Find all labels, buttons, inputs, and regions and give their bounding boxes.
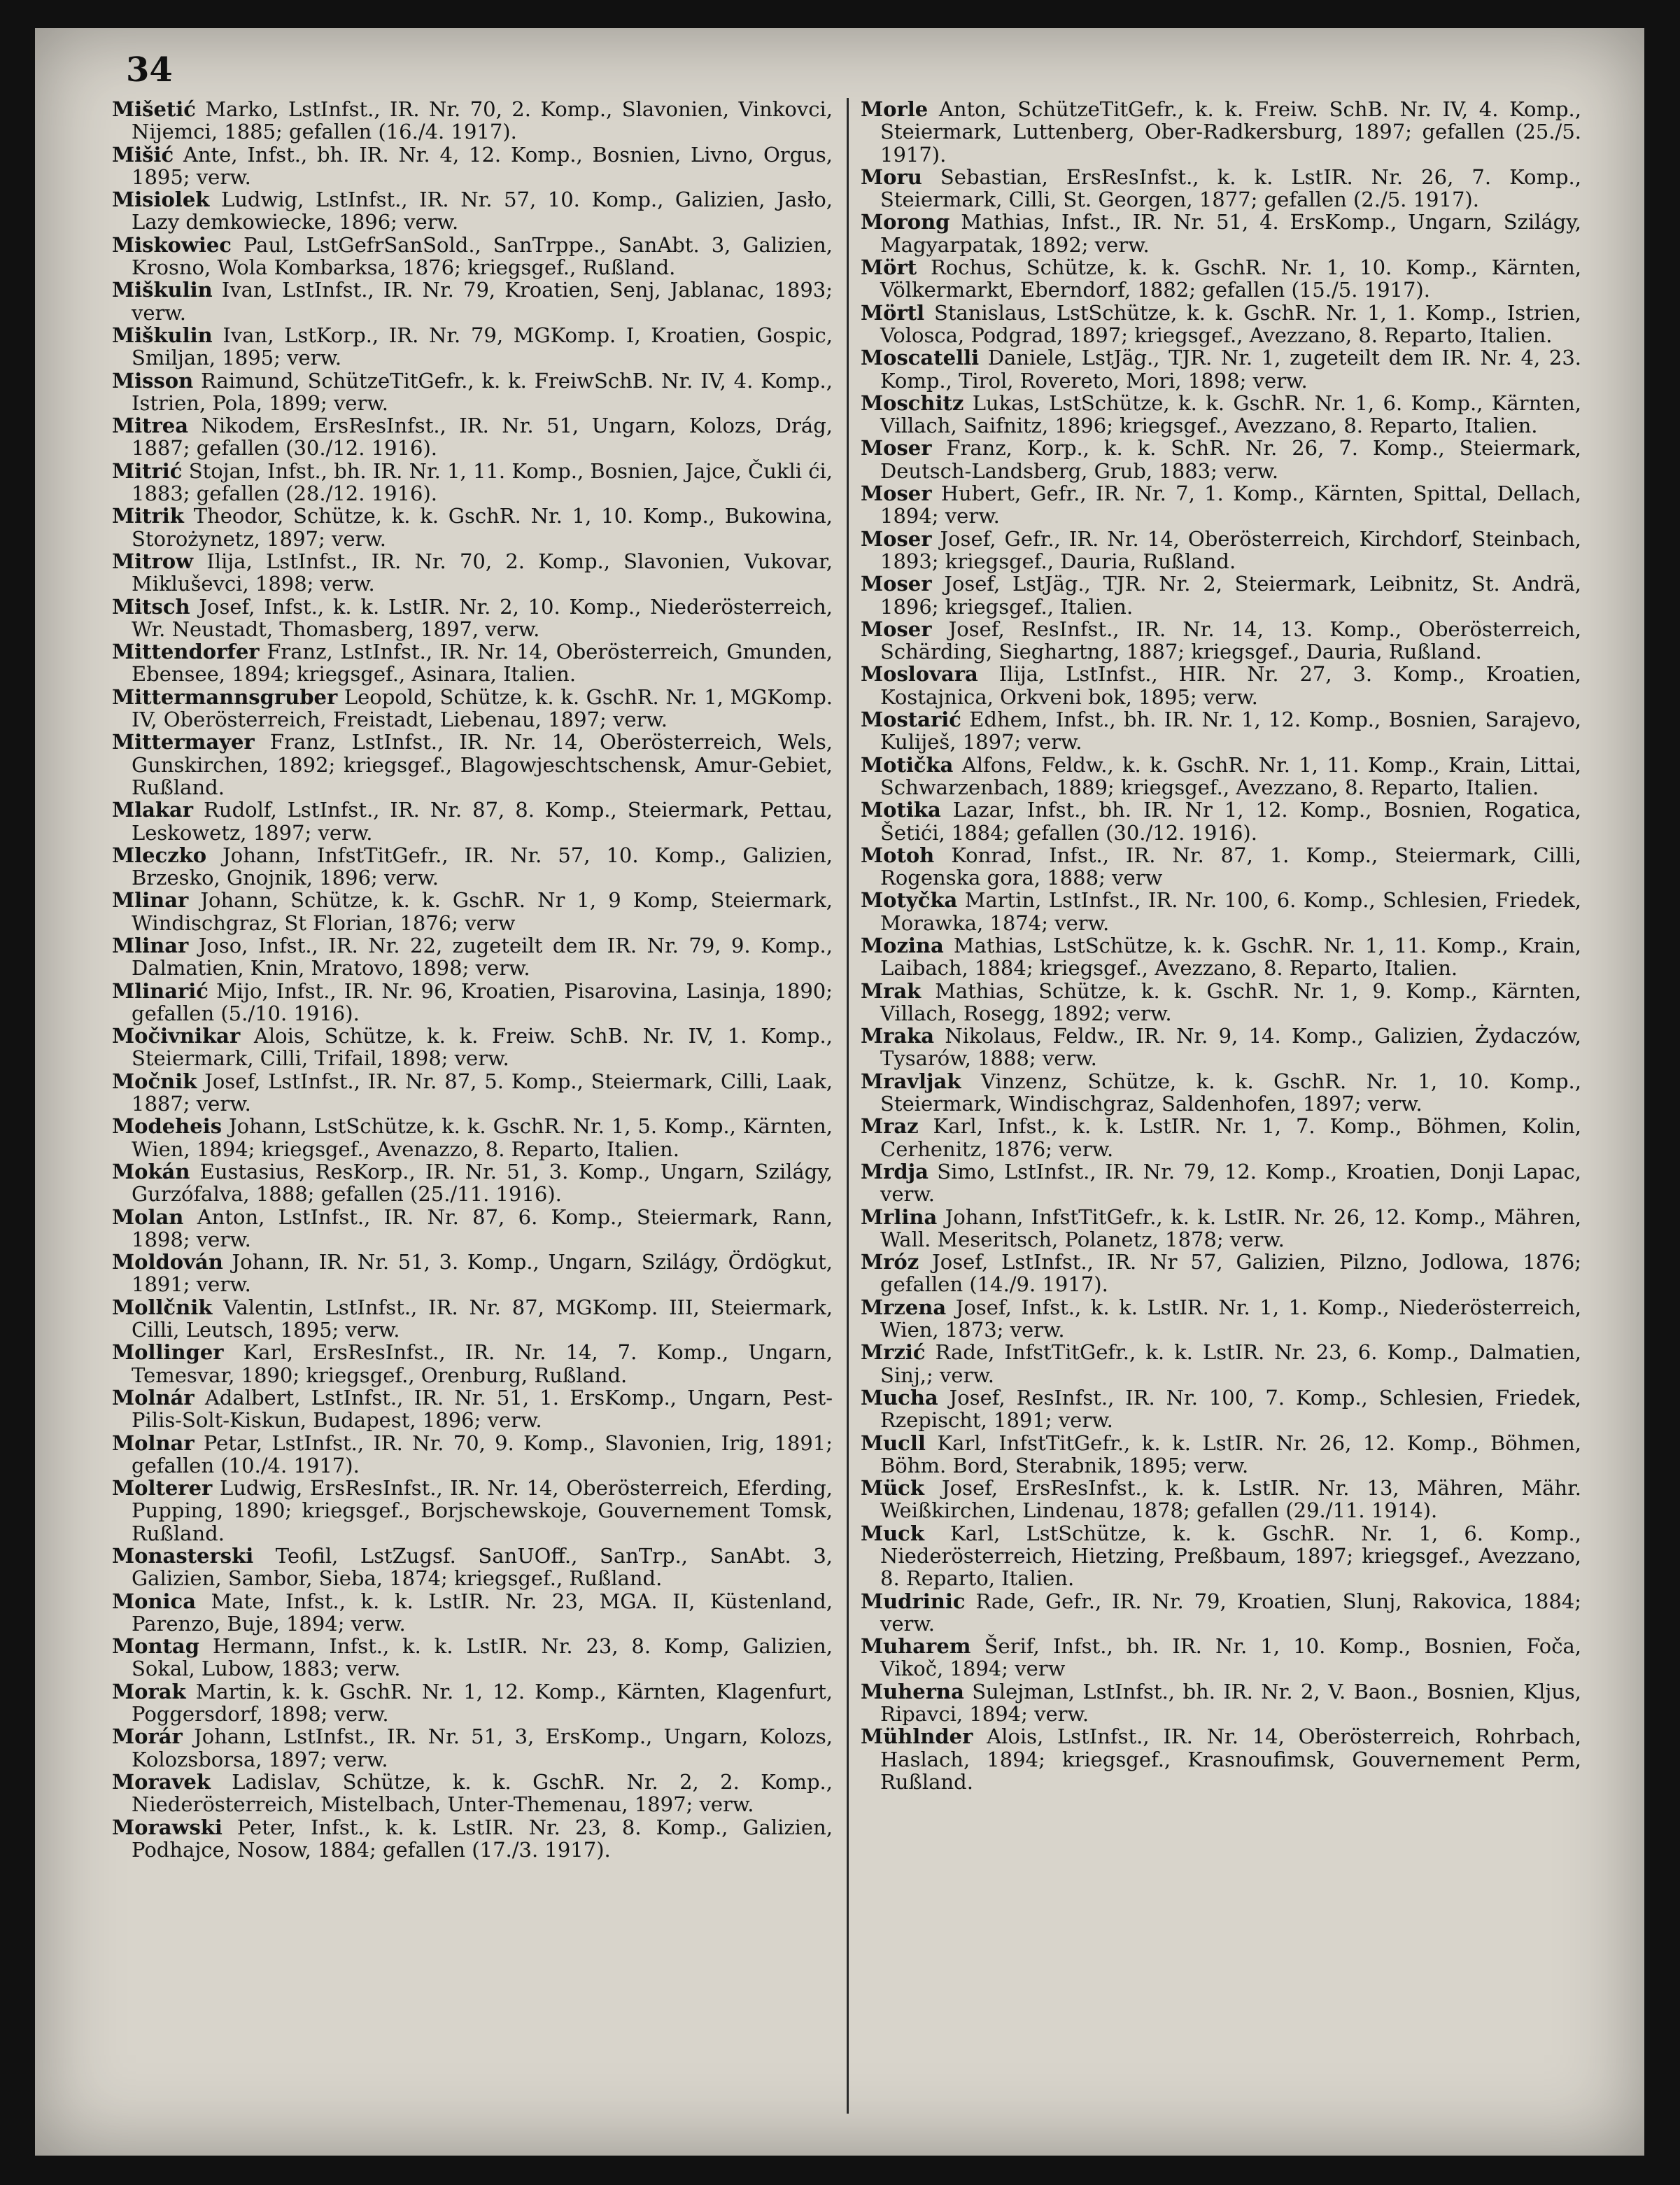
entry-details: Josef, ErsResInfst., k. k. LstIR. Nr. 13, Mähren, Mähr. Weißkirchen, Lindenau, 1878; gefallen (29./11. 1914). — [880, 1476, 1581, 1523]
entry-surname: Moslovara — [861, 662, 978, 687]
register-entry — [861, 1386, 1581, 1432]
register-entry — [861, 1341, 1581, 1386]
entry-details: Alois, Schütze, k. k. Freiw. SchB. Nr. IV, 1. Komp., Steiermark, Cilli, Trifail, 1898; verw. — [132, 1024, 833, 1071]
register-entry — [112, 934, 833, 980]
register-entry — [861, 98, 1581, 166]
entry-surname: Mlakar — [112, 798, 194, 822]
register-entry — [861, 1115, 1581, 1160]
register-entry — [112, 1635, 833, 1680]
page-number: 34 — [126, 50, 173, 90]
entry-surname: Mitrić — [112, 458, 183, 483]
entry-details: Josef, LstInfst., IR. Nr 57, Galizien, Pilzno, Jodlowa, 1876; gefallen (14./9. 1917). — [880, 1250, 1581, 1297]
entry-surname: Mlinar — [112, 888, 189, 913]
entry-surname: Motoh — [861, 843, 935, 867]
entry-details: Josef, Infst., k. k. LstIR. Nr. 2, 10. Komp., Niederösterreich, Wr. Neustadt, Thomasberg, 1897, verw. — [132, 594, 833, 641]
entry-surname: Mollčnik — [112, 1295, 213, 1319]
register-entry — [112, 686, 833, 731]
entry-details: Franz, Korp., k. k. SchR. Nr. 26, 7. Komp., Steiermark, Deutsch-Landsberg, Grub, 1883; verw. — [880, 436, 1581, 483]
register-entry — [861, 211, 1581, 256]
register-entry — [112, 1296, 833, 1342]
entry-details: Johann, InfstTitGefr., IR. Nr. 57, 10. Komp., Galizien, Brzesko, Gnojnik, 1896; verw. — [132, 843, 833, 890]
entry-surname: Monica — [112, 1589, 196, 1613]
register-entry — [112, 889, 833, 934]
register-entry — [861, 799, 1581, 844]
entry-details: Stojan, Infst., bh. IR. Nr. 1, 11. Komp., Bosnien, Jajce, Čukli ći, 1883; gefallen (28./12. 1916). — [132, 458, 833, 506]
entry-surname: Miškulin — [112, 278, 213, 302]
entry-surname: Molnár — [112, 1385, 195, 1410]
document-page — [35, 28, 1644, 2156]
register-entry — [861, 1206, 1581, 1251]
entry-surname: Muck — [861, 1521, 924, 1545]
entry-surname: Muharem — [861, 1634, 971, 1659]
entry-surname: Moscatelli — [861, 346, 980, 370]
register-entry — [112, 1341, 833, 1386]
entry-details: Karl, Infst., k. k. LstIR. Nr. 1, 7. Komp., Böhmen, Kolin, Cerhenitz, 1876; verw. — [880, 1114, 1581, 1161]
register-entry — [112, 1816, 833, 1862]
entry-details: Johann, IR. Nr. 51, 3. Komp., Ungarn, Szilágy, Ördögkut, 1891; verw. — [132, 1250, 833, 1297]
register-entry — [112, 505, 833, 550]
register-entry — [861, 889, 1581, 934]
register-entry — [861, 166, 1581, 211]
register-entry — [112, 1115, 833, 1160]
register-entry — [112, 1206, 833, 1251]
register-entry — [861, 980, 1581, 1025]
right-column — [861, 98, 1581, 1793]
entry-details: Nikolaus, Feldw., IR. Nr. 9, 14. Komp., Galizien, Żydaczów, Tysarów, 1888; verw. — [880, 1024, 1581, 1071]
entry-surname: Mittendorfer — [112, 640, 260, 664]
register-entry — [112, 980, 833, 1025]
entry-details: Anton, SchützeTitGefr., k. k. Freiw. SchB. Nr. IV, 4. Komp., Steiermark, Luttenberg, Ober-Radkersburg, 1897; gefallen (25./5. 1917). — [880, 97, 1581, 167]
register-entry — [112, 1545, 833, 1590]
register-entry — [861, 1522, 1581, 1590]
entry-surname: Motyčka — [861, 888, 958, 913]
entry-details: Hubert, Gefr., IR. Nr. 7, 1. Komp., Kärnten, Spittal, Dellach, 1894; verw. — [880, 482, 1581, 528]
entry-details: Johann, InfstTitGefr., k. k. LstIR. Nr. 26, 12. Komp., Mähren, Wall. Meseritsch, Polanetz, 1878; verw. — [880, 1204, 1581, 1251]
register-entry — [112, 640, 833, 686]
entry-details: Rade, Gefr., IR. Nr. 79, Kroatien, Slunj, Rakovica, 1884; verw. — [880, 1589, 1581, 1636]
entry-surname: Miškulin — [112, 323, 213, 347]
entry-details: Josef, LstJäg., TJR. Nr. 2, Steiermark, Leibnitz, St. Andrä, 1896; kriegsgef., Italien. — [880, 572, 1581, 619]
entry-details: Leopold, Schütze, k. k. GschR. Nr. 1, MGKomp. IV, Oberösterreich, Freistadt, Liebenau, 1897; verw. — [132, 684, 833, 732]
entry-surname: Muherna — [861, 1679, 964, 1703]
entry-details: Šerif, Infst., bh. IR. Nr. 1, 10. Komp., Bosnien, Foča, Vikoč, 1894; verw — [880, 1634, 1581, 1681]
entry-details: Franz, LstInfst., IR. Nr. 14, Oberösterreich, Wels, Gunskirchen, 1892; kriegsgef., Blagowjeschtschensk, Amur-Gebiet, Rußland. — [132, 730, 833, 799]
register-entry — [112, 1771, 833, 1816]
entry-surname: Moser — [861, 526, 932, 551]
entry-surname: Mitrik — [112, 504, 184, 528]
entry-surname: Mittermannsgruber — [112, 684, 338, 709]
entry-surname: Mrzena — [861, 1295, 947, 1319]
entry-details: Daniele, LstJäg., TJR. Nr. 1, zugeteilt dem IR. Nr. 4, 23. Komp., Tirol, Rovereto, Mori, 1898; verw. — [880, 346, 1581, 393]
entry-details: Stanislaus, LstSchütze, k. k. GschR. Nr. 1, 1. Komp., Istrien, Volosca, Podgrad, 1897; kriegsgef., Avezzano, 8. Reparto, Italien. — [880, 300, 1581, 347]
entry-surname: Mlinarić — [112, 978, 209, 1003]
entry-details: Konrad, Infst., IR. Nr. 87, 1. Komp., Steiermark, Cilli, Rogenska gora, 1888; verw — [880, 843, 1581, 890]
entry-details: Rade, InfstTitGefr., k. k. LstIR. Nr. 23, 6. Komp., Dalmatien, Sinj,; verw. — [880, 1340, 1581, 1387]
register-entry — [112, 460, 833, 505]
entry-details: Karl, ErsResInfst., IR. Nr. 14, 7. Komp., Ungarn, Temesvar, 1890; kriegsgef., Orenburg, Rußland. — [132, 1340, 833, 1387]
register-entry — [861, 437, 1581, 482]
entry-surname: Mrzić — [861, 1340, 926, 1365]
entry-surname: Motika — [861, 798, 941, 822]
register-entry — [861, 1432, 1581, 1477]
entry-surname: Moravek — [112, 1769, 211, 1794]
entry-surname: Moschitz — [861, 391, 964, 415]
entry-details: Nikodem, ErsResInfst., IR. Nr. 51, Ungarn, Kolozs, Drág, 1887; gefallen (30./12. 1916). — [132, 414, 833, 461]
entry-details: Lukas, LstSchütze, k. k. GschR. Nr. 1, 6. Komp., Kärnten, Villach, Saifnitz, 1896; kriegsgef., Avezzano, 8. Reparto, Italien. — [880, 391, 1581, 438]
entry-surname: Mišetić — [112, 97, 196, 121]
register-entry — [112, 234, 833, 279]
entry-surname: Mraka — [861, 1024, 935, 1048]
entry-surname: Mokán — [112, 1159, 190, 1183]
entry-details: Peter, Infst., k. k. LstIR. Nr. 23, 8. Komp., Galizien, Podhajce, Nosow, 1884; gefallen (17./3. 1917). — [132, 1815, 833, 1862]
register-entry — [112, 143, 833, 189]
register-entry — [861, 1160, 1581, 1206]
register-entry — [861, 708, 1581, 754]
entry-details: Eustasius, ResKorp., IR. Nr. 51, 3. Komp., Ungarn, Szilágy, Gurzófalva, 1888; gefallen (25./11. 1916). — [132, 1159, 833, 1207]
register-entry — [861, 934, 1581, 980]
register-entry — [861, 1477, 1581, 1522]
entry-details: Mathias, Infst., IR. Nr. 51, 4. ErsKomp., Ungarn, Szilágy, Magyarpatak, 1892; verw. — [880, 210, 1581, 257]
entry-surname: Mozina — [861, 933, 944, 957]
entry-surname: Mróz — [861, 1250, 919, 1274]
entry-details: Josef, ResInfst., IR. Nr. 14, 13. Komp., Oberösterreich, Schärding, Sieghartng, 1887; kriegsgef., Dauria, Rußland. — [880, 617, 1581, 664]
entry-surname: Mück — [861, 1476, 924, 1501]
entry-surname: Morawski — [112, 1815, 223, 1839]
register-entry — [861, 572, 1581, 618]
entry-surname: Mitsch — [112, 594, 190, 619]
entry-details: Hermann, Infst., k. k. LstIR. Nr. 23, 8. Komp, Galizien, Sokal, Lubow, 1883; verw. — [132, 1634, 833, 1681]
register-entry — [861, 392, 1581, 437]
register-entry — [861, 1025, 1581, 1070]
entry-surname: Mucha — [861, 1385, 938, 1410]
entry-details: Paul, LstGefrSanSold., SanTrppe., SanAbt. 3, Galizien, Krosno, Wola Kombarksa, 1876; kriegsgef., Rußland. — [132, 232, 833, 280]
register-entry — [861, 1296, 1581, 1342]
entry-surname: Morár — [112, 1724, 183, 1749]
entry-details: Mijo, Infst., IR. Nr. 96, Kroatien, Pisarovina, Lasinja, 1890; gefallen (5./10. 1916). — [132, 978, 833, 1025]
entry-surname: Mostarić — [861, 708, 961, 732]
entry-details: Josef, LstInfst., IR. Nr. 87, 5. Komp., Steiermark, Cilli, Laak, 1887; verw. — [132, 1069, 833, 1116]
entry-details: Johann, LstSchütze, k. k. GschR. Nr. 1, 5. Komp., Kärnten, Wien, 1894; kriegsgef., Avenazzo, 8. Reparto, Italien. — [132, 1114, 833, 1161]
entry-details: Sulejman, LstInfst., bh. IR. Nr. 2, V. Baon., Bosnien, Kljus, Ripavci, 1894; verw. — [880, 1679, 1581, 1727]
entry-details: Johann, Schütze, k. k. GschR. Nr 1, 9 Komp, Steiermark, Windischgraz, St Florian, 1876; verw — [132, 888, 833, 935]
entry-surname: Mrak — [861, 978, 922, 1003]
register-entry — [112, 1025, 833, 1070]
entry-surname: Mühlnder — [861, 1724, 973, 1749]
register-entry — [112, 1386, 833, 1432]
entry-details: Ivan, LstKorp., IR. Nr. 79, MGKomp. I, Kroatien, Gospic, Smiljan, 1895; verw. — [132, 323, 833, 370]
entry-details: Franz, LstInfst., IR. Nr. 14, Oberösterreich, Gmunden, Ebensee, 1894; kriegsgef., Asinara, Italien. — [132, 640, 833, 687]
entry-details: Ivan, LstInfst., IR. Nr. 79, Kroatien, Senj, Jablanac, 1893; verw. — [132, 278, 833, 325]
register-entry — [861, 1725, 1581, 1793]
entry-surname: Mrlina — [861, 1204, 938, 1229]
entry-details: Marko, LstInfst., IR. Nr. 70, 2. Komp., Slavonien, Vinkovci, Nijemci, 1885; gefallen (16./4. 1917). — [132, 97, 833, 144]
column-divider — [847, 98, 849, 2114]
entry-surname: Morle — [861, 97, 929, 121]
entry-details: Lazar, Infst., bh. IR. Nr 1, 12. Komp., Bosnien, Rogatica, Šetići, 1884; gefallen (30./12. 1916). — [880, 798, 1581, 845]
register-entry — [112, 370, 833, 415]
entry-surname: Mitrea — [112, 414, 189, 438]
entry-surname: Mört — [861, 255, 917, 280]
register-entry — [861, 346, 1581, 392]
entry-surname: Mravljak — [861, 1069, 961, 1093]
entry-details: Alfons, Feldw., k. k. GschR. Nr. 1, 11. Komp., Krain, Littai, Schwarzenbach, 1889; kriegsgef., Avezzano, 8. Reparto, Italien. — [880, 752, 1581, 799]
entry-details: Ladislav, Schütze, k. k. GschR. Nr. 2, 2. Komp., Niederösterreich, Mistelbach, Unter-Themenau, 1897; verw. — [132, 1769, 833, 1817]
entry-details: Ludwig, ErsResInfst., IR. Nr. 14, Oberösterreich, Eferding, Pupping, 1890; kriegsgef., Borjschewskoje, Gouvernement Tomsk, Rußland. — [132, 1476, 833, 1545]
register-entry — [861, 528, 1581, 573]
entry-surname: Motička — [861, 752, 954, 777]
register-entry — [112, 1680, 833, 1726]
register-entry — [861, 663, 1581, 708]
register-entry — [861, 1590, 1581, 1636]
entry-surname: Morong — [861, 210, 950, 234]
register-entry — [112, 1725, 833, 1771]
entry-surname: Montag — [112, 1634, 199, 1659]
entry-details: Simo, LstInfst., IR. Nr. 79, 12. Komp., Kroatien, Donji Lapac, verw. — [880, 1159, 1581, 1207]
register-entry — [112, 414, 833, 460]
entry-details: Ludwig, LstInfst., IR. Nr. 57, 10. Komp., Galizien, Jasło, Lazy demkowiecke, 1896; verw. — [132, 188, 833, 234]
register-entry — [861, 302, 1581, 347]
entry-surname: Mišić — [112, 142, 174, 167]
entry-surname: Mörtl — [861, 300, 925, 325]
entry-details: Teofil, LstZugsf. SanUOff., SanTrp., SanAbt. 3, Galizien, Sambor, Sieba, 1874; kriegsgef., Rußland. — [132, 1544, 833, 1591]
register-entry — [112, 279, 833, 324]
register-entry — [112, 844, 833, 890]
entry-details: Karl, LstSchütze, k. k. GschR. Nr. 1, 6. Komp., Niederösterreich, Hietzing, Preßbaum, 1897; kriegsgef., Avezzano, 8. Reparto, Italien. — [880, 1521, 1581, 1591]
entry-details: Edhem, Infst., bh. IR. Nr. 1, 12. Komp., Bosnien, Sarajevo, Kuliješ, 1897; verw. — [880, 708, 1581, 754]
register-entry — [861, 1251, 1581, 1296]
entry-surname: Moser — [861, 482, 932, 506]
entry-details: Adalbert, LstInfst., IR. Nr. 51, 1. ErsKomp., Ungarn, Pest-Pilis-Solt-Kiskun, Budapest, 1896; verw. — [132, 1385, 833, 1433]
register-entry — [112, 324, 833, 370]
entry-details: Martin, LstInfst., IR. Nr. 100, 6. Komp., Schlesien, Friedek, Morawka, 1874; verw. — [880, 888, 1581, 935]
entry-surname: Mucll — [861, 1431, 926, 1455]
entry-details: Martin, k. k. GschR. Nr. 1, 12. Komp., Kärnten, Klagenfurt, Poggersdorf, 1898; verw. — [132, 1679, 833, 1727]
entry-details: Ilija, LstInfst., HIR. Nr. 27, 3. Komp., Kroatien, Kostajnica, Orkveni bok, 1895; verw. — [880, 662, 1581, 709]
register-entry — [112, 1160, 833, 1206]
register-entry — [861, 754, 1581, 799]
entry-surname: Misson — [112, 368, 194, 393]
entry-details: Anton, LstInfst., IR. Nr. 87, 6. Komp., Steiermark, Rann, 1898; verw. — [132, 1204, 833, 1251]
register-entry — [112, 1590, 833, 1636]
entry-surname: Mittermayer — [112, 730, 255, 754]
register-entry — [861, 256, 1581, 302]
register-entry — [112, 731, 833, 799]
entry-surname: Molnar — [112, 1431, 195, 1455]
entry-details: Ante, Infst., bh. IR. Nr. 4, 12. Komp., Bosnien, Livno, Orgus, 1895; verw. — [132, 142, 833, 189]
entry-details: Sebastian, ErsResInfst., k. k. LstIR. Nr. 26, 7. Komp., Steiermark, Cilli, St. Georgen, 1877; gefallen (2./5. 1917). — [880, 164, 1581, 212]
entry-surname: Moser — [861, 617, 932, 641]
entry-details: Alois, LstInfst., IR. Nr. 14, Oberösterreich, Rohrbach, Haslach, 1894; kriegsgef., Krasnoufimsk, Gouvernement Perm, Rußland. — [880, 1724, 1581, 1794]
entry-details: Josef, ResInfst., IR. Nr. 100, 7. Komp., Schlesien, Friedek, Rzepischt, 1891; verw. — [880, 1385, 1581, 1433]
entry-details: Rudolf, LstInfst., IR. Nr. 87, 8. Komp., Steiermark, Pettau, Leskowetz, 1897; verw. — [132, 798, 833, 845]
entry-details: Raimund, SchützeTitGefr., k. k. FreiwSchB. Nr. IV, 4. Komp., Istrien, Pola, 1899; verw. — [132, 368, 833, 415]
register-entry — [112, 1477, 833, 1545]
register-entry — [112, 1251, 833, 1296]
entry-details: Mate, Infst., k. k. LstIR. Nr. 23, MGA. II, Küstenland, Parenzo, Buje, 1894; verw. — [132, 1589, 833, 1636]
register-entry — [112, 1432, 833, 1477]
register-entry — [112, 1070, 833, 1116]
entry-details: Valentin, LstInfst., IR. Nr. 87, MGKomp. III, Steiermark, Cilli, Leutsch, 1895; verw. — [132, 1295, 833, 1342]
entry-details: Mathias, LstSchütze, k. k. GschR. Nr. 1, 11. Komp., Krain, Laibach, 1884; kriegsgef., Avezzano, 8. Reparto, Italien. — [880, 933, 1581, 981]
entry-surname: Moru — [861, 164, 922, 189]
register-entry — [112, 188, 833, 234]
entry-surname: Monasterski — [112, 1544, 254, 1568]
entry-surname: Morak — [112, 1679, 186, 1703]
entry-surname: Močivnikar — [112, 1024, 241, 1048]
entry-surname: Mollinger — [112, 1340, 224, 1365]
entry-surname: Mleczko — [112, 843, 207, 867]
entry-details: Ilija, LstInfst., IR. Nr. 70, 2. Komp., Slavonien, Vukovar, Mikluševci, 1898; verw. — [132, 549, 833, 596]
register-entry — [861, 482, 1581, 528]
entry-surname: Moser — [861, 572, 932, 596]
entry-details: Rochus, Schütze, k. k. GschR. Nr. 1, 10. Komp., Kärnten, Völkermarkt, Eberndorf, 1882; gefallen (15./5. 1917). — [880, 255, 1581, 302]
register-entry — [112, 799, 833, 844]
entry-surname: Mudrinic — [861, 1589, 966, 1613]
entry-surname: Misiolek — [112, 188, 210, 212]
entry-details: Karl, InfstTitGefr., k. k. LstIR. Nr. 26, 12. Komp., Böhmen, Böhm. Bord, Sterabnik, 1895; verw. — [880, 1431, 1581, 1477]
entry-surname: Miskowiec — [112, 232, 232, 257]
entry-surname: Mlinar — [112, 933, 189, 957]
entry-details: Petar, LstInfst., IR. Nr. 70, 9. Komp., Slavonien, Irig, 1891; gefallen (10./4. 1917). — [132, 1431, 833, 1477]
entry-surname: Molan — [112, 1204, 184, 1229]
entry-surname: Močnik — [112, 1069, 197, 1093]
entry-details: Vinzenz, Schütze, k. k. GschR. Nr. 1, 10. Komp., Steiermark, Windischgraz, Saldenhofen, 1897; verw. — [880, 1069, 1581, 1116]
register-entry — [112, 596, 833, 641]
register-entry — [861, 1070, 1581, 1116]
register-entry — [112, 98, 833, 143]
entry-details: Theodor, Schütze, k. k. GschR. Nr. 1, 10. Komp., Bukowina, Storożynetz, 1897; verw. — [132, 504, 833, 551]
register-entry — [861, 1635, 1581, 1680]
left-column — [112, 98, 833, 1861]
entry-details: Mathias, Schütze, k. k. GschR. Nr. 1, 9. Komp., Kärnten, Villach, Rosegg, 1892; verw. — [880, 978, 1581, 1025]
entry-surname: Mitrow — [112, 549, 194, 573]
entry-surname: Mrdja — [861, 1159, 929, 1183]
register-entry — [861, 1680, 1581, 1726]
entry-surname: Modeheis — [112, 1114, 223, 1139]
entry-surname: Moser — [861, 436, 932, 461]
entry-surname: Mraz — [861, 1114, 919, 1139]
register-entry — [861, 844, 1581, 890]
entry-details: Johann, LstInfst., IR. Nr. 51, 3, ErsKomp., Ungarn, Kolozs, Kolozsborsa, 1897; verw. — [132, 1724, 833, 1771]
entry-details: Josef, Gefr., IR. Nr. 14, Oberösterreich, Kirchdorf, Steinbach, 1893; kriegsgef., Dauria, Rußland. — [880, 526, 1581, 573]
entry-surname: Moldován — [112, 1250, 223, 1274]
entry-surname: Molterer — [112, 1476, 213, 1501]
register-entry — [861, 618, 1581, 663]
entry-details: Josef, Infst., k. k. LstIR. Nr. 1, 1. Komp., Niederösterreich, Wien, 1873; verw. — [880, 1295, 1581, 1342]
entry-details: Joso, Infst., IR. Nr. 22, zugeteilt dem IR. Nr. 79, 9. Komp., Dalmatien, Knin, Mratovo, 1898; verw. — [132, 933, 833, 981]
register-entry — [112, 550, 833, 596]
